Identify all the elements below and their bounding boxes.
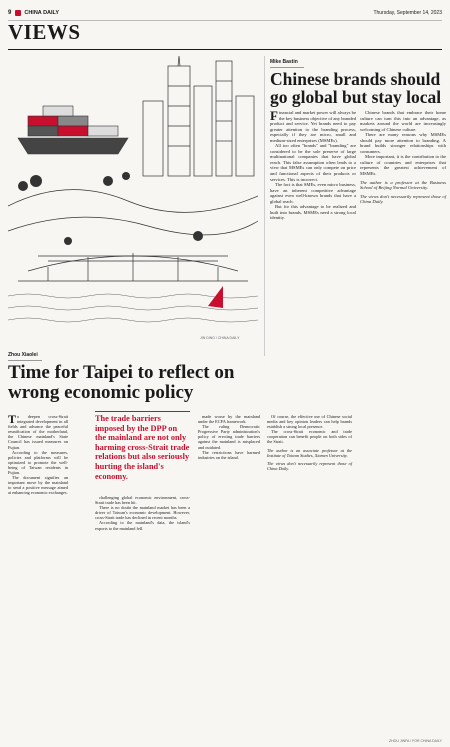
paragraph: But for this advantage to be realized and built into brands, MSMEs need a strong local identity.	[270, 204, 356, 221]
left-article-headline: Time for Taipei to reflect on wrong economic policy	[8, 362, 235, 403]
paragraph: To deepen cross-Strait integrated development in all fields and advance the peaceful reunification of the motherland, the Chinese mainland's State Council has issued measures on Fujian.	[8, 412, 68, 450]
left-article-column-2	[95, 495, 190, 531]
footer-credit: ZHOU JINFA / FOR CHINA DAILY	[388, 739, 442, 743]
author-note: The author is an associate professor at the Institute of Taiwan Studies, Xiamen University.	[267, 447, 352, 458]
left-article-column-4	[267, 414, 352, 471]
paragraph: Of course, the effective use of Chinese social media and key opinion leaders can help brands establish a strong local presence.	[267, 414, 352, 430]
paragraph: There are many reasons why MSMEs should pay more attention to branding. A brand builds stronger relationships with consumers.	[360, 132, 446, 154]
paragraph: Chinese brands that embrace their home culture can turn this into an advantage, as markets around the world are increasingly welcoming of Chinese culture.	[360, 110, 446, 132]
page-number: 9	[8, 10, 12, 16]
paragraph: There is no doubt the mainland market has been a driver of Taiwan's economic development. However, cross-Strait trade has declined in recent months.	[95, 505, 190, 521]
paragraph: The ruling Democratic Progressive Party administration's policy of erecting trade barriers against the mainland is misplaced and outdated.	[198, 424, 260, 450]
right-article-headline: Chinese brands should go global but stay local	[270, 69, 442, 107]
paragraph: More important, it is the contribution to the culture of countries and enterprises that represents the greatest achievement of MSMEs.	[360, 154, 446, 177]
paragraph: All too often "brands" and "branding" are considered to be the sole preserve of large multinational companies that have global reach. This false assumption often leads to a view that MSMEs can only compete on price and functional aspects of their products or services. This is incorrect.	[270, 143, 356, 182]
paragraph: The restrictions have harmed industries on the island.	[198, 449, 260, 460]
paragraph: made worse by the mainland under the ECFA framework.	[198, 414, 260, 425]
byline-rule	[270, 67, 304, 68]
author-note: The author is a professor at the Business School of Beijing Normal University.	[360, 179, 446, 191]
column-divider	[264, 56, 265, 356]
left-article-column-1	[8, 414, 68, 496]
left-article-byline: Zhou Xiaolei	[8, 352, 38, 358]
byline-rule	[8, 360, 42, 361]
cityscape-illustration	[8, 56, 258, 341]
illustration-credit: JIN DING / CHINA DAILY	[200, 336, 240, 340]
right-article-byline: Mike Bastin	[270, 59, 298, 65]
disclaimer-note: The views don't necessarily represent those of China Daily.	[360, 193, 446, 205]
right-article-column-2	[360, 110, 446, 205]
issue-date: Thursday, September 14, 2023	[373, 10, 442, 16]
pullquote-rule	[95, 411, 190, 412]
right-article-column-1	[270, 110, 356, 221]
paragraph: The document signifies an important move by the mainland to send a positive message aimed at enhancing economic exchanges.	[8, 475, 68, 496]
masthead	[8, 6, 442, 21]
paragraph: challenging global economic environment, cross-Strait trade has been hit.	[95, 495, 190, 506]
paragraph: Financial and market power will always be the key business objective of any branded product and service. Yet brands need to pay greater attention to the branding process, especially if they are micro, small and medium-sized enterprises (MSMEs).	[270, 108, 356, 143]
section-title: VIEWS	[8, 20, 81, 44]
china-daily-logo-icon	[15, 10, 21, 16]
paragraph: The fact is that SMEs, even micro business, have an inherent competitive advantage against even well-known brands that have a global reach.	[270, 182, 356, 204]
brand-name: CHINA DAILY	[24, 10, 60, 16]
paragraph: According to the measures, policies and platforms will be optimized to promote the well-being of Taiwan residents in Fujian.	[8, 449, 68, 476]
pullquote: The trade barriers imposed by the DPP on the mainland are not only harming cross-Strait trade relations but also seriously hurting the island's economy.	[95, 414, 190, 481]
paragraph: According to the mainland's data, the island's exports to the mainland fell.	[95, 520, 190, 531]
left-article-column-3	[198, 414, 260, 460]
disclaimer-note: The views don't necessarily represent those of China Daily.	[267, 460, 352, 471]
paragraph: The cross-Strait economic and trade cooperation can benefit people on both sides of the Strait.	[267, 429, 352, 445]
section-divider	[8, 49, 442, 50]
